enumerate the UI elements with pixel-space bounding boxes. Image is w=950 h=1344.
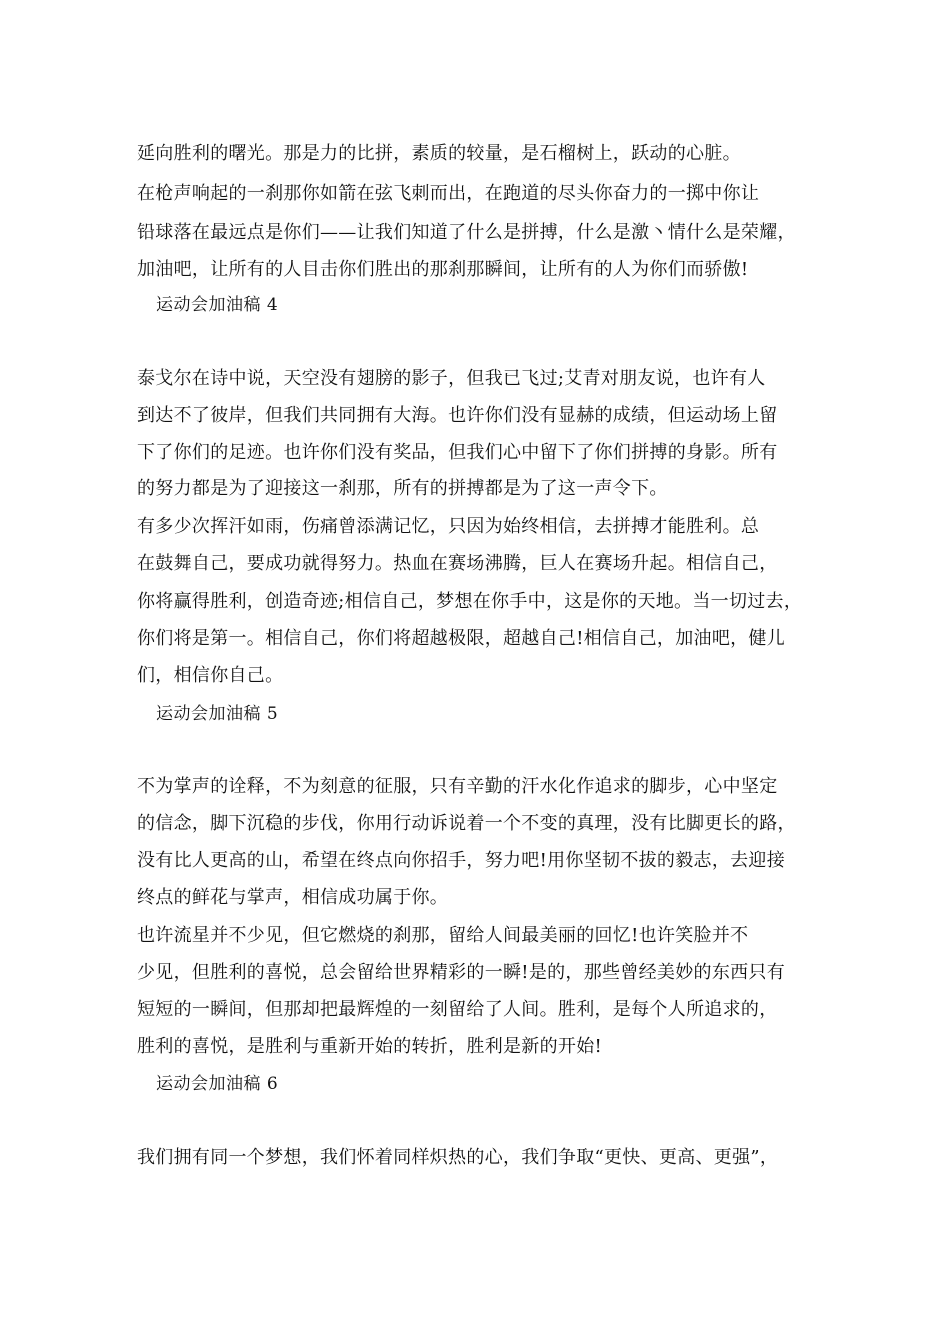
paragraph-1-line-1: 延向胜利的曙光。那是力的比拼，素质的较量，是石榴树上，跃动的心脏。 bbox=[137, 143, 741, 164]
paragraph-4-line-3: 你将赢得胜利，创造奇迹;相信自己，梦想在你手中，这是你的天地。当一切过去， bbox=[137, 591, 803, 612]
paragraph-3-line-3: 下了你们的足迹。也许你们没有奖品，但我们心中留下了你们拼搏的身影。所有 bbox=[137, 442, 778, 463]
paragraph-6-line-4: 胜利的喜悦，是胜利与重新开始的转折，胜利是新的开始! bbox=[137, 1036, 603, 1057]
paragraph-4-line-1: 有多少次挥汗如雨，伤痛曾添满记忆，只因为始终相信，去拼搏才能胜利。总 bbox=[137, 516, 760, 537]
paragraph-4-line-2: 在鼓舞自己，要成功就得努力。热血在赛场沸腾，巨人在赛场升起。相信自己， bbox=[137, 553, 778, 574]
paragraph-7-line-1: 我们拥有同一个梦想，我们怀着同样炽热的心，我们争取“更快、更高、更强”， bbox=[137, 1147, 779, 1168]
paragraph-5-line-1: 不为掌声的诠释，不为刻意的征服，只有辛勤的汗水化作追求的脚步，心中坚定 bbox=[137, 776, 778, 797]
paragraph-2-line-1: 在枪声响起的一刹那你如箭在弦飞刺而出，在跑道的尽头你奋力的一掷中你让 bbox=[137, 183, 760, 204]
paragraph-3-line-1: 泰戈尔在诗中说，天空没有翅膀的影子，但我已飞过;艾青对朋友说，也许有人 bbox=[137, 368, 766, 389]
paragraph-4-line-5: 们，相信你自己。 bbox=[137, 665, 284, 686]
paragraph-5-line-3: 没有比人更高的山，希望在终点向你招手，努力吧!用你坚韧不拔的毅志，去迎接 bbox=[137, 850, 786, 871]
paragraph-3-line-2: 到达不了彼岸，但我们共同拥有大海。也许你们没有显赫的成绩，但运动场上留 bbox=[137, 405, 778, 426]
paragraph-5-line-4: 终点的鲜花与掌声，相信成功属于你。 bbox=[137, 887, 449, 908]
paragraph-6-line-2: 少见，但胜利的喜悦，总会留给世界精彩的一瞬!是的，那些曾经美妙的东西只有 bbox=[137, 962, 786, 983]
section-heading-5: 运动会加油稿 5 bbox=[156, 704, 279, 724]
paragraph-5-line-2: 的信念，脚下沉稳的步伐，你用行动诉说着一个不变的真理，没有比脚更长的路， bbox=[137, 813, 796, 834]
section-heading-4: 运动会加油稿 4 bbox=[156, 295, 279, 315]
paragraph-3-line-4: 的努力都是为了迎接这一刹那，所有的拼搏都是为了这一声令下。 bbox=[137, 478, 668, 499]
paragraph-2-line-2: 铅球落在最远点是你们——让我们知道了什么是拼搏，什么是激丶情什么是荣耀， bbox=[137, 222, 796, 243]
paragraph-4-line-4: 你们将是第一。相信自己，你们将超越极限，超越自己!相信自己，加油吧，健儿 bbox=[137, 628, 786, 649]
paragraph-6-line-1: 也许流星并不少见，但它燃烧的刹那，留给人间最美丽的回忆!也许笑脸并不 bbox=[137, 925, 749, 946]
paragraph-6-line-3: 短短的一瞬间，但那却把最辉煌的一刻留给了人间。胜利，是每个人所追求的， bbox=[137, 999, 778, 1020]
paragraph-2-line-3: 加油吧，让所有的人目击你们胜出的那刹那瞬间，让所有的人为你们而骄傲! bbox=[137, 259, 749, 280]
section-heading-6: 运动会加油稿 6 bbox=[156, 1074, 279, 1094]
